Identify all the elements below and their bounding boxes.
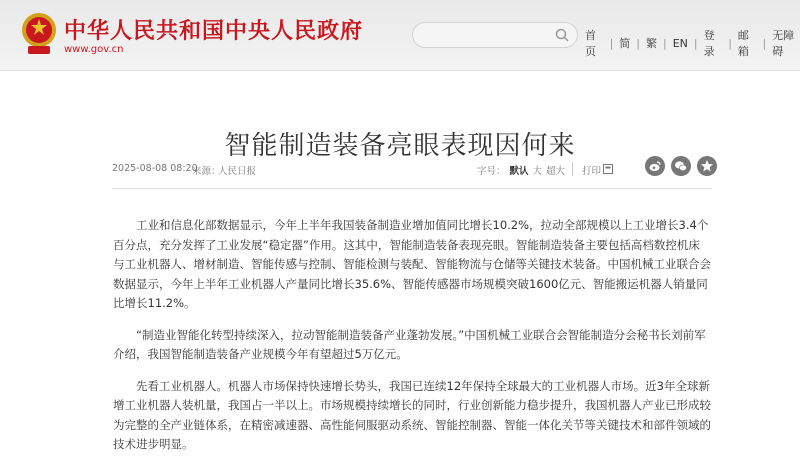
font-size-large[interactable]: 大 (532, 166, 543, 177)
nav-separator: | (636, 36, 640, 50)
nav-english[interactable]: EN (672, 36, 688, 50)
article-body (113, 216, 711, 467)
nav-separator: | (609, 36, 614, 50)
nav-separator: | (762, 36, 767, 50)
source-label: 来源： (192, 166, 221, 177)
nav-mail[interactable]: 邮箱 (737, 29, 749, 58)
site-title[interactable]: 中华人民共和国中央人民政府 (64, 18, 364, 44)
article-paragraph: 工业和信息化部数据显示，今年上半年我国装备制造业增加值同比增长10.2%，拉动全部规模以上工业增长3.4个百分点，充分发挥了工业发展“稳定器”作用。这其中，智能制造装备表现亮眼。智能制造装备主要包括高档数控机床与工业机器人、增材制造、智能传感与控制、智能检测与装配、智能物流与仓储等关键技术装备。中国机械工业联合会数据显示，今年上半年工业机器人产量同比增长35.6%、智能传感器市场规模突破1600亿元、智能搬运机器人销量同比增长11.2%。 (113, 218, 711, 310)
search-input[interactable] (412, 22, 578, 48)
article-paragraph: “制造业智能化转型持续深入，拉动智能制造装备产业蓬勃发展。”中国机械工业联合会智能制造分会秘书长刘前军介绍，我国智能制造装备产业规模今年有望超过5万亿元。 (113, 327, 706, 361)
top-nav (585, 27, 800, 59)
article-source: 人民日报 (218, 166, 257, 177)
weibo-share-icon[interactable] (645, 156, 665, 176)
font-size-default[interactable]: 默认 (509, 166, 529, 177)
site-header (0, 0, 800, 71)
font-size-xlarge[interactable]: 超大 (546, 166, 566, 177)
wechat-share-icon[interactable] (671, 156, 691, 176)
nav-home[interactable]: 首页 (585, 29, 596, 58)
nav-simplified[interactable]: 简 (619, 37, 631, 50)
meta-divider (572, 162, 573, 176)
nav-separator: | (693, 36, 698, 50)
print-button[interactable]: 打印 (582, 166, 602, 177)
article-paragraph: 先看工业机器人。机器人市场保持快速增长势头，我国已连续12年保持全球最大的工业机器人市场。近3年全球新增工业机器人装机量，我国占一半以上。市场规模持续增长的同时，行业创新能力稳步提升，我国机器人产业已形成较为完整的全产业链体系，在精密减速器、高性能伺服驱动系统、智能控制器、智能一体化关节等关键技术和部件领域的技术进步明显。 (113, 378, 711, 451)
nav-separator: | (728, 36, 732, 50)
font-size-control (477, 163, 565, 177)
national-emblem-icon[interactable] (20, 10, 58, 56)
nav-accessibility[interactable]: 无障碍 (772, 29, 795, 58)
article-title: 智能制造装备亮眼表现因何来 (224, 131, 576, 162)
favorite-star-icon[interactable] (697, 156, 717, 176)
search-icon[interactable] (555, 28, 569, 42)
share-bar (645, 156, 717, 176)
meta-divider-line (112, 188, 712, 189)
nav-separator: | (663, 36, 667, 50)
font-size-label: 字号： (477, 166, 506, 177)
nav-traditional[interactable]: 繁 (646, 37, 657, 50)
nav-login[interactable]: 登录 (703, 29, 715, 58)
publish-date: 2025-08-08 08:20 (112, 163, 198, 174)
article-meta (112, 160, 712, 180)
site-url: www.gov.cn (64, 44, 124, 55)
print-icon[interactable] (602, 163, 614, 175)
